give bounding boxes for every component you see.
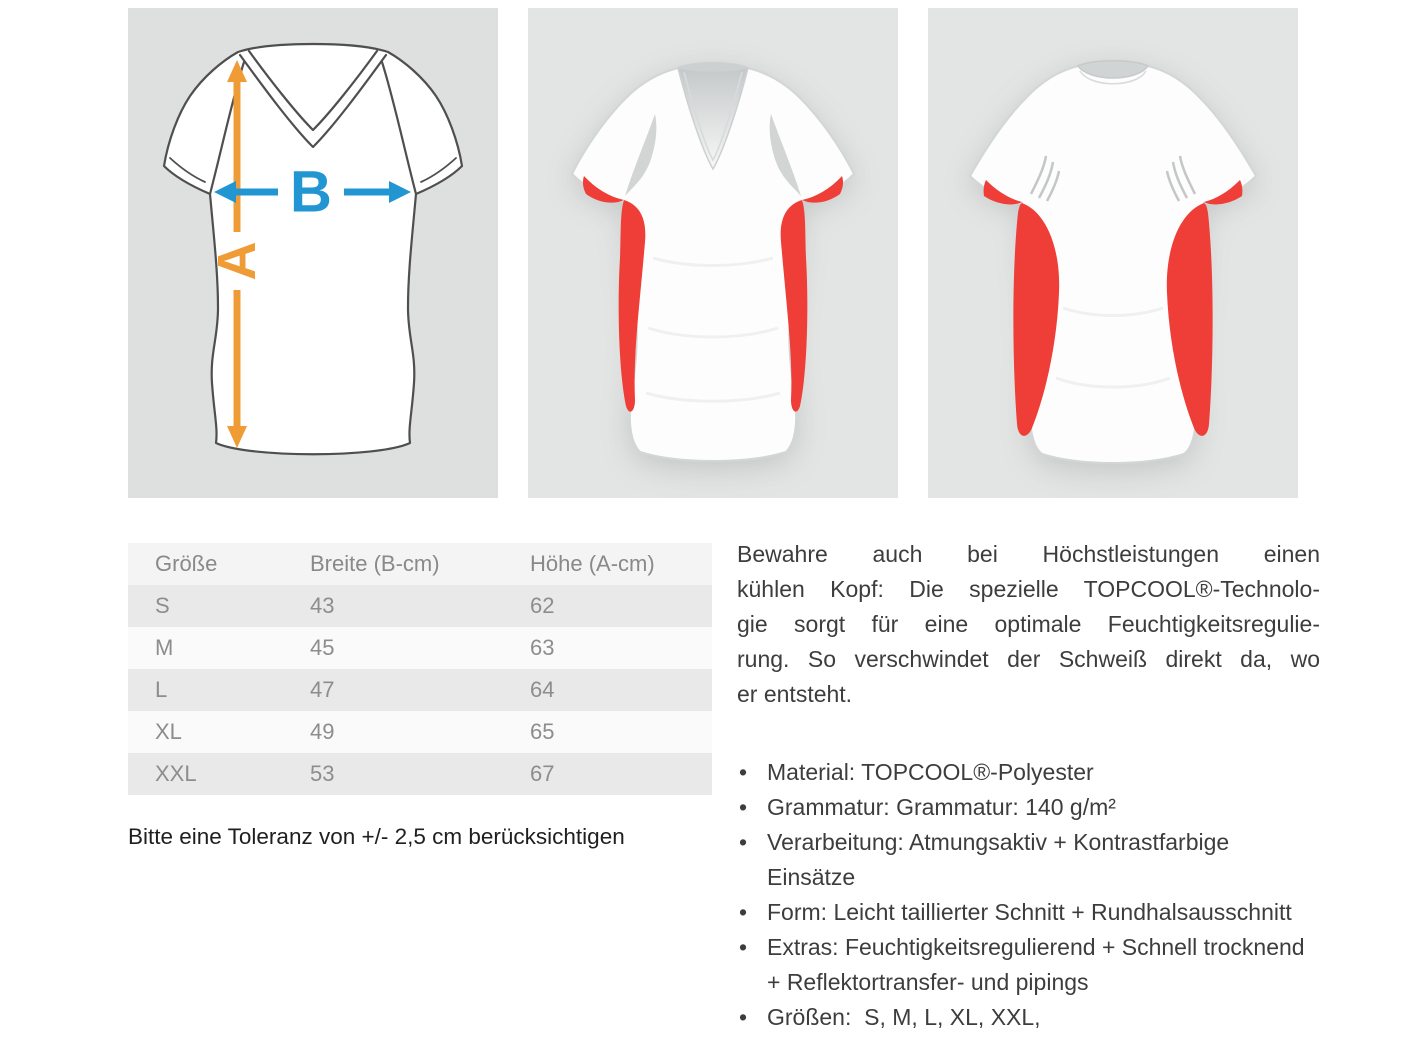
measurement-diagram-drawing: [128, 8, 498, 498]
size-table-header-row: [128, 543, 712, 585]
height-cell: 62: [530, 593, 555, 618]
column-header-height: Höhe (A-cm): [530, 551, 655, 576]
measurement-diagram: [128, 8, 498, 498]
feature-list: [737, 755, 1320, 1035]
product-description: [737, 537, 1320, 1035]
size-cell: S: [155, 593, 170, 618]
list-item-text: Größen: S, M, L, XL, XXL,: [767, 1004, 1041, 1030]
height-cell: 64: [530, 677, 555, 702]
list-item-text: Form: Leicht taillierter Schnitt + Rundhalsausschnitt: [767, 899, 1292, 925]
size-table-row: [128, 753, 712, 795]
list-item: [737, 755, 1320, 790]
size-table-row: [128, 711, 712, 753]
tolerance-note: Bitte eine Toleranz von +/- 2,5 cm berücksichtigen: [128, 824, 625, 849]
list-item-text: Material: TOPCOOL®-Polyester: [767, 759, 1094, 785]
back-view-image: [928, 8, 1298, 498]
width-cell: 43: [310, 593, 335, 618]
size-cell: L: [155, 677, 168, 702]
width-cell: 47: [310, 677, 335, 702]
size-table-row: [128, 627, 712, 669]
size-cell: XL: [155, 719, 182, 744]
bullet-icon: •: [739, 899, 748, 925]
description-line: kühlen Kopf: Die spezielle TOPCOOL®-Technolo-: [737, 576, 1320, 602]
description-line: er entsteht.: [737, 681, 853, 707]
description-line: rung. So verschwindet der Schweiß direkt da, wo: [737, 646, 1320, 672]
list-item-text: Grammatur: Grammatur: 140 g/m²: [767, 794, 1116, 820]
bullet-icon: •: [739, 829, 748, 855]
height-cell: 65: [530, 719, 555, 744]
column-header-size: Größe: [155, 551, 218, 576]
bullet-icon: •: [739, 759, 748, 785]
list-item: [737, 895, 1320, 930]
list-item: [737, 1000, 1320, 1035]
measurement-label-b: B: [290, 159, 332, 225]
width-cell: 53: [310, 761, 335, 786]
list-item: [737, 790, 1320, 825]
size-cell: M: [155, 635, 174, 660]
back-shirt-body: [970, 61, 1256, 463]
back-shirt-drawing: [928, 8, 1298, 498]
column-header-width: Breite (B-cm): [310, 551, 440, 576]
measurement-label-a: A: [207, 241, 267, 281]
front-shirt-drawing: [528, 8, 898, 498]
list-item: [737, 930, 1320, 1000]
size-table-row: [128, 585, 712, 627]
height-cell: 67: [530, 761, 555, 786]
description-paragraph: [737, 537, 1320, 712]
description-line: Bewahre auch bei Höchstleistungen einen: [737, 541, 1320, 567]
list-item-text: Extras: Feuchtigkeitsregulierend + Schnell trocknend + Reflektortransfer- und pipings: [767, 934, 1311, 995]
bullet-icon: •: [739, 794, 748, 820]
width-cell: 49: [310, 719, 335, 744]
size-cell: XXL: [155, 761, 197, 786]
height-cell: 63: [530, 635, 555, 660]
front-view-image: [528, 8, 898, 498]
bullet-icon: •: [739, 1004, 748, 1030]
list-item-text: Verarbeitung: Atmungsaktiv + Kontrastfarbige Einsätze: [767, 829, 1236, 890]
size-table-row: [128, 669, 712, 711]
size-table: [128, 543, 712, 795]
width-cell: 45: [310, 635, 335, 660]
list-item: [737, 825, 1320, 895]
bullet-icon: •: [739, 934, 748, 960]
description-line: gie sorgt für eine optimale Feuchtigkeitsregulie-: [737, 611, 1320, 637]
